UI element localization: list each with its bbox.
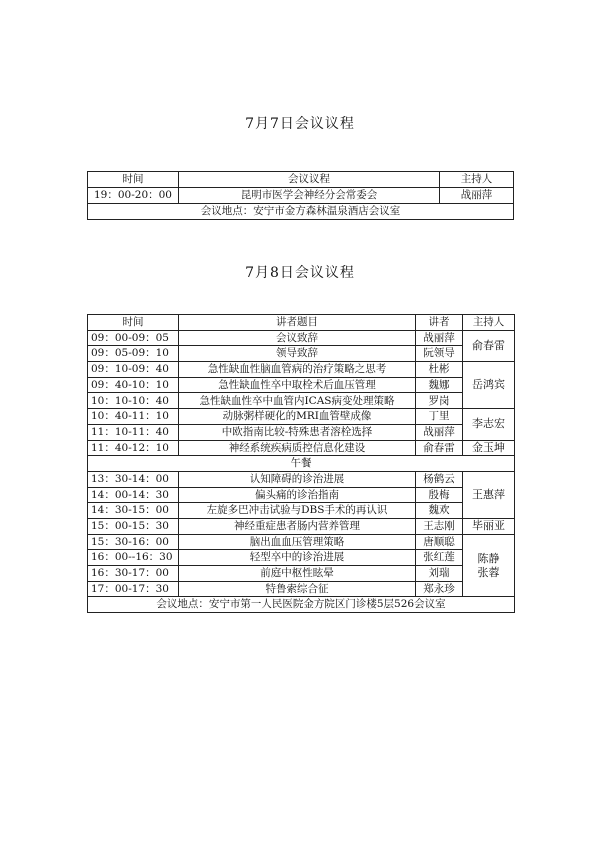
speaker-cell: 阮领导	[416, 346, 463, 362]
header-topic: 会议议程	[179, 172, 440, 188]
table-row	[88, 566, 515, 582]
table-row	[88, 440, 515, 456]
time-cell: 11：10-11：40	[88, 424, 179, 440]
time-cell: 16：30-17：00	[88, 566, 179, 582]
table-row	[88, 393, 515, 409]
speaker-cell: 王志刚	[416, 518, 463, 534]
time-cell: 09：10-09：40	[88, 362, 179, 378]
table-row	[88, 188, 514, 204]
time-cell: 17：00-17：30	[88, 581, 179, 597]
time-cell: 10：10-10：40	[88, 393, 179, 409]
table-row	[88, 471, 515, 487]
time-cell: 09：05-09：10	[88, 346, 179, 362]
topic-cell: 中欧指南比较-特殊患者溶栓选择	[179, 424, 416, 440]
time-cell: 14：00-14：30	[88, 487, 179, 503]
time-cell: 13：30-14：00	[88, 471, 179, 487]
table-row	[88, 424, 515, 440]
time-cell: 15：00-15：30	[88, 518, 179, 534]
time-cell: 10：40-11：10	[88, 409, 179, 425]
topic-cell: 轻型卒中的诊治进展	[179, 550, 416, 566]
topic-cell: 会议致辞	[179, 330, 416, 346]
speaker-cell: 战丽萍	[416, 424, 463, 440]
header-host: 主持人	[463, 315, 515, 331]
day1-agenda-table	[87, 171, 514, 220]
table-row	[88, 362, 515, 378]
venue-cell: 会议地点：安宁市金方森林温泉酒店会议室	[88, 204, 514, 220]
time-cell: 16：00--16：30	[88, 550, 179, 566]
header-time: 时间	[88, 172, 179, 188]
speaker-cell: 张红莲	[416, 550, 463, 566]
topic-cell: 急性缺血性卒中血管内ICAS病变处理策略	[179, 393, 416, 409]
topic-cell: 动脉粥样硬化的MRI血管壁成像	[179, 409, 416, 425]
table-header-row	[88, 172, 514, 188]
speaker-cell: 丁里	[416, 409, 463, 425]
day2-agenda-table	[87, 314, 515, 613]
host-cell: 俞春雷	[463, 330, 515, 361]
topic-cell: 领导致辞	[179, 346, 416, 362]
time-cell: 09：00-09：05	[88, 330, 179, 346]
header-host: 主持人	[440, 172, 514, 188]
host-cell: 战丽萍	[440, 188, 514, 204]
lunch-cell: 午餐	[88, 456, 515, 472]
speaker-cell: 战丽萍	[416, 330, 463, 346]
topic-cell: 脑出血血压管理策略	[179, 534, 416, 550]
speaker-cell: 魏欢	[416, 503, 463, 519]
day2-title: 7月8日会议议程	[245, 265, 355, 281]
table-row	[88, 550, 515, 566]
speaker-cell: 杨鹤云	[416, 471, 463, 487]
topic-cell: 急性缺血性卒中取栓术后血压管理	[179, 377, 416, 393]
speaker-cell: 杜彬	[416, 362, 463, 378]
host-cell: 岳鸿宾	[463, 362, 515, 409]
time-cell: 14：30-15：00	[88, 503, 179, 519]
topic-cell: 神经系统疾病质控信息化建设	[179, 440, 416, 456]
table-row	[88, 503, 515, 519]
header-speaker: 讲者	[416, 315, 463, 331]
day1-title: 7月7日会议议程	[245, 116, 355, 132]
lunch-row	[88, 456, 515, 472]
speaker-cell: 郑永珍	[416, 581, 463, 597]
speaker-cell: 刘瑞	[416, 566, 463, 582]
table-header-row	[88, 315, 515, 331]
table-row	[88, 346, 515, 362]
table-row	[88, 581, 515, 597]
topic-cell: 急性缺血性脑血管病的治疗策略之思考	[179, 362, 416, 378]
venue-row	[88, 204, 514, 220]
host-cell	[463, 534, 515, 597]
topic-cell: 认知障碍的诊治进展	[179, 471, 416, 487]
host-cell: 金玉坤	[463, 440, 515, 456]
host-name: 张蓉	[477, 565, 500, 579]
topic-cell: 特鲁索综合征	[179, 581, 416, 597]
topic-cell: 左旋多巴冲击试验与DBS手术的再认识	[179, 503, 416, 519]
host-cell: 王惠萍	[463, 471, 515, 518]
table-row	[88, 518, 515, 534]
header-time: 时间	[88, 315, 179, 331]
speaker-cell: 俞春雷	[416, 440, 463, 456]
table-row	[88, 377, 515, 393]
topic-cell: 偏头痛的诊治指南	[179, 487, 416, 503]
topic-cell: 神经重症患者肠内营养管理	[179, 518, 416, 534]
speaker-cell: 唐顺聪	[416, 534, 463, 550]
time-cell: 15：30-16：00	[88, 534, 179, 550]
venue-cell: 会议地点：安宁市第一人民医院金方院区门诊楼5层526会议室	[88, 597, 515, 613]
host-cell: 李志宏	[463, 409, 515, 440]
host-cell: 毕丽亚	[463, 518, 515, 534]
speaker-cell: 罗岗	[416, 393, 463, 409]
topic-cell: 昆明市医学会神经分会常委会	[179, 188, 440, 204]
speaker-cell: 殷梅	[416, 487, 463, 503]
venue-row	[88, 597, 515, 613]
time-cell: 19：00-20：00	[88, 188, 179, 204]
header-topic: 讲者题目	[179, 315, 416, 331]
time-cell: 11：40-12：10	[88, 440, 179, 456]
topic-cell: 前庭中枢性眩晕	[179, 566, 416, 582]
table-row	[88, 487, 515, 503]
table-row	[88, 409, 515, 425]
table-row	[88, 330, 515, 346]
speaker-cell: 魏娜	[416, 377, 463, 393]
time-cell: 09：40-10：10	[88, 377, 179, 393]
host-name: 陈静	[477, 551, 500, 565]
table-row	[88, 534, 515, 550]
